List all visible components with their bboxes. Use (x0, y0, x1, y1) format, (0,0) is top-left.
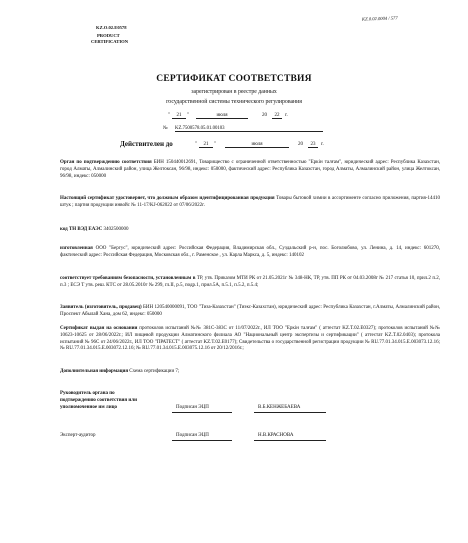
validity-label: Действителен до (120, 140, 173, 148)
registration-year: 22 (272, 113, 282, 119)
quote-close: " (214, 142, 217, 147)
validity-day: 21 (199, 142, 213, 148)
basis-label: Сертификат выдан на основании (60, 326, 138, 331)
head-signatory-title (60, 390, 137, 411)
head-digital-signature: Подписан ЭЦП (176, 405, 209, 410)
basis-text: протоколов испытаний №№ 381С-383С от 11/07/2022г., ИЛ ТОО "Еркін талғам" ( аттестат KZ.T.02.E0327); протоколов испытаний №№ 10623-10625 от 28/06/2022г.; ИЛ пищевой продукции Алматинского филиала АО "Национальный центр экспертизы и сертификации" ( аттестат KZ.T.02.0403); протокола испытаний № 96С от 24/06/2022г., ИЛ ТОО "ПРАТЕСТ" ( аттестат KZ.T.02.E0177); Свидетельства о государственной регистрации продукции № RU.77.01.34.015.E.003073.12.16; № RU.77.01.34.015.E.003072.12.16; № RU.77.01.34.015.E.003075.12.16 от 20/12/2016г.; (60, 326, 441, 352)
certification-label: CERTIFICATION (91, 39, 129, 44)
organ-paragraph (60, 160, 440, 180)
certificate-code: KZ.O.02.E0578 (96, 25, 127, 30)
tnved-label: код ТН ВЭД ЕАЭС (60, 227, 103, 232)
applicant-label: Заявитель (изготовитель, продавец) (60, 305, 142, 310)
head-title-line-3: уполномоченное им лицо (60, 405, 117, 410)
applicant-text: БИН 120540000091, ТОО "Тиза-Казахстан" (Тиэкс-Казахстан), юридический адрес: Республика Казахстан, г.Алматы, Алмалинский район, Проспект Абылай Хана, дом 62, индекс: 050000 (60, 305, 440, 317)
expert-title: Эксперт-аудитор (60, 433, 96, 438)
registration-day: 21 (172, 113, 186, 119)
quote-open: " (168, 113, 171, 118)
requirements-text: ТР, утв. Приказом МТИ РК от 21.05.2021г № 348-НК, ТР, утв. ПП РК от 04.03.2008г № 217 статья 10, прил.2 п.2, п.3 ; ЕСЭ Т утв. реш. КТС от 28.05.2010г № 299, гл.II, р.5, подр.1, прил.5А, п.5.1, п.5.2, п.5.4; (60, 276, 440, 288)
head-signature-line (172, 412, 232, 413)
certificate-label: Настоящий сертификат удостоверяет, что должным образом идентифицированная продукция (60, 196, 275, 201)
registration-month: июля (196, 113, 248, 119)
validity-date (195, 142, 365, 151)
registration-date (168, 113, 338, 122)
quote-open: " (195, 142, 198, 147)
tnved-paragraph (60, 227, 440, 234)
expert-name-line (254, 440, 326, 441)
head-title-line-2: подтверждению соответствия или (60, 398, 137, 403)
additional-info-label: Дополнительная информация (60, 369, 129, 374)
applicant-paragraph (60, 305, 440, 319)
registration-number: KZ.7500578.05.01.00103 (175, 126, 323, 132)
handwritten-number: KZ.0.02.0004 / 577 (361, 15, 398, 22)
head-title-line-1: Руководитель органа по (60, 391, 115, 396)
quote-close: " (187, 113, 190, 118)
certificate-text: Товары бытовой химии в ассортименте согласно приложения, партия-14410 штук ; партия продукции инвойс № 11-17/KJ-062022 от 07/06/2022г. (60, 196, 440, 208)
title-subline-2: государственной системы технического регулирования (166, 99, 302, 105)
manufacturer-paragraph (60, 246, 440, 260)
head-signatory-name: В.Б.КЕНЖЕБАЕВА (258, 405, 301, 410)
expert-name: Н.В.КРАСНОВА (258, 433, 294, 438)
organ-label: Орган по подтверждению соответствия (60, 160, 152, 165)
title-subline-1: зарегистрирован в реестре данных (191, 89, 277, 95)
certificate-paragraph (60, 196, 440, 210)
manufacturer-text: ООО "Бергус", юридический адрес: Российская Федерация, Владимирская обл., Суздальский р-н, пос. Боголюбово, ул. Ленина, д. 14, индекс: 601270, фактический адрес: Российская Федерация, Московская обл., г. Раменское , ул. Карла Маркса, д. 5, индекс: 140102 (60, 246, 440, 258)
number-label: № (163, 126, 168, 131)
additional-info-text: Схема сертификации 7; (129, 369, 180, 374)
requirements-paragraph (60, 276, 440, 290)
expert-signature-line (172, 440, 232, 441)
year-suffix: г. (285, 113, 288, 118)
additional-info-paragraph (60, 369, 440, 376)
year-suffix: г. (321, 142, 324, 147)
expert-digital-signature: Подписан ЭЦП (176, 433, 209, 438)
validity-year: 23 (308, 142, 318, 148)
validity-month: июля (225, 142, 289, 148)
year-prefix: 20 (298, 142, 303, 147)
organ-text: БИН 150440012691, Товарищество с ограниченной ответственностью "Еркін талғам", юридический адрес: Республика Казахстан, город Алматы, Алмалинский район, улица Желтоксан, 96/98, индекс: 050000, фактический адрес: Республика Казахстан, город Алматы, Алмалинский район, улица Желтоксан, 96/98, индекс: 050000 (60, 160, 441, 179)
document-title: СЕРТИФИКАТ СООТВЕТСТВИЯ (156, 74, 312, 84)
basis-paragraph (60, 326, 440, 353)
tnved-value: 3402500000 (103, 227, 129, 232)
manufacturer-label: изготовленная (60, 246, 93, 251)
product-label: PRODUCT (97, 33, 120, 38)
requirements-label: соответствует требованиям безопасности, установленным в (60, 276, 196, 281)
year-prefix: 20 (262, 113, 267, 118)
head-name-line (254, 412, 326, 413)
